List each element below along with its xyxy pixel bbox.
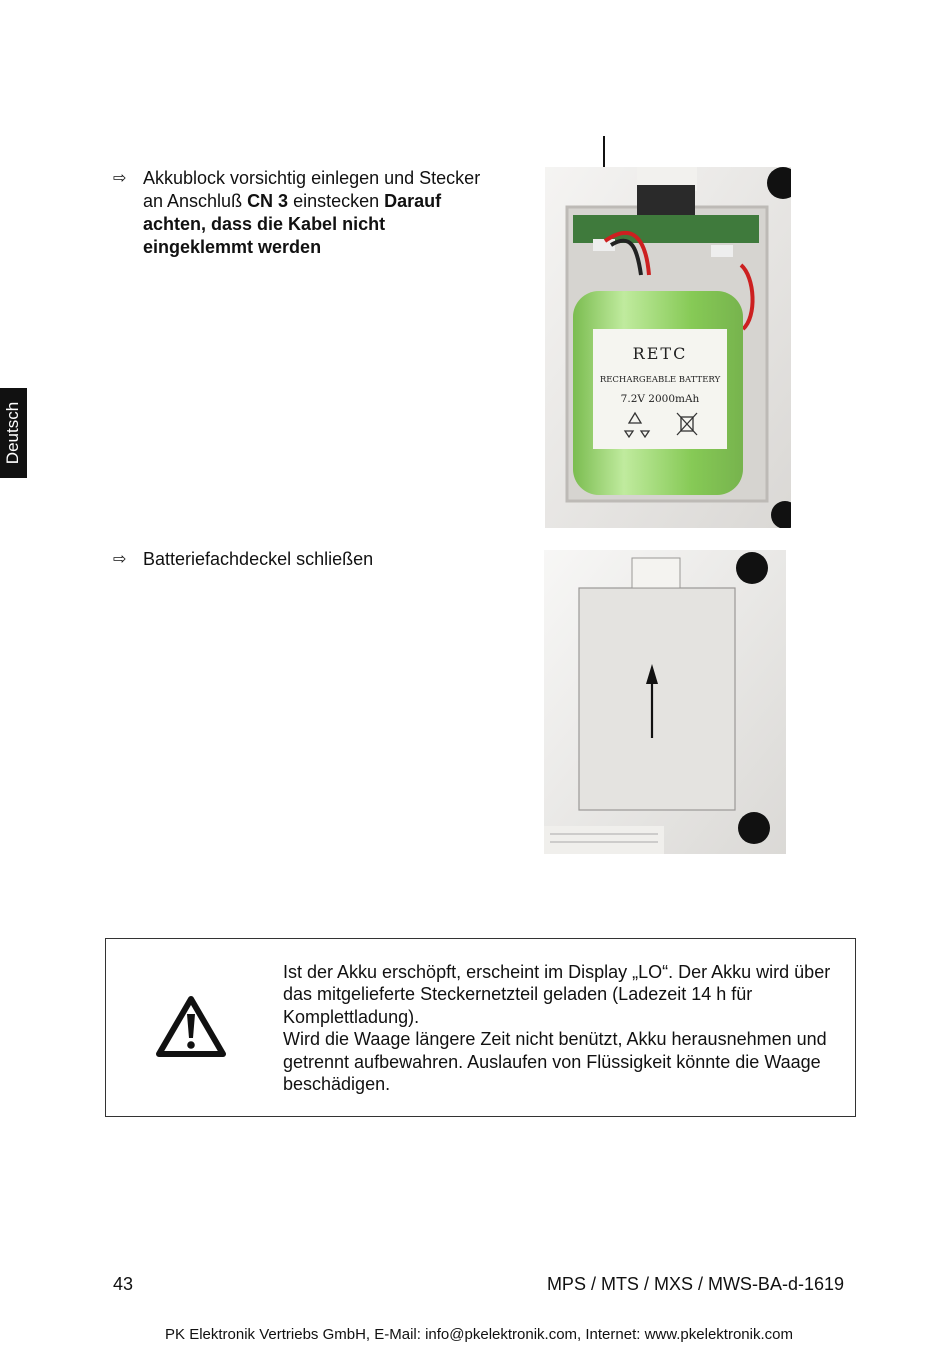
battery-spec: 7.2V 2000mAh [620, 393, 700, 405]
step-text-part: Batteriefachdeckel schließen [143, 549, 374, 569]
connector-label: CN 3 [247, 191, 289, 211]
company-footer: PK Elektronik Vertriebs GmbH, E-Mail: info@pkelektronik.com, Internet: www.pkelektronik.com [165, 1326, 793, 1343]
arrow-right-icon: ⇨ [113, 170, 127, 187]
document-id: MPS / MTS / MXS / MWS-BA-d-1619 [546, 1274, 844, 1294]
language-tab-label: Deutsch [3, 401, 23, 465]
battery-compartment-photo [545, 167, 791, 528]
step-text-part: einstecken [288, 191, 385, 211]
step-close-cover [113, 548, 493, 571]
page-number: 43 [113, 1274, 134, 1294]
step-insert-battery [113, 167, 493, 259]
warning-triangle-icon [155, 994, 227, 1060]
warning-box [105, 938, 856, 1117]
warning-paragraph: Ist der Akku erschöpft, erscheint im Display „LO“. Der Akku wird über das mitgelieferte Steckernetzteil geladen (Ladezeit 14 h für Komplettladung). [283, 962, 831, 1027]
cable-caution: Darauf achten, dass die Kabel nicht eingeklemmt werden [143, 191, 442, 257]
arrow-right-icon: ⇨ [113, 551, 127, 568]
warning-text [283, 961, 843, 1095]
step-text [143, 548, 373, 571]
battery-type: RECHARGEABLE BATTERY [599, 375, 721, 385]
battery-brand: RETC [632, 344, 688, 363]
step-text [143, 167, 493, 259]
step-text-part: Akkublock vorsichtig einlegen und Stecker an Anschluß [143, 168, 481, 211]
battery-cover-photo [544, 550, 794, 860]
warning-paragraph: Wird die Waage längere Zeit nicht benützt, Akku herausnehmen und getrennt aufbewahren. Auslaufen von Flüssigkeit könnte die Waage beschädigen. [283, 1029, 827, 1095]
language-tab [0, 388, 27, 478]
